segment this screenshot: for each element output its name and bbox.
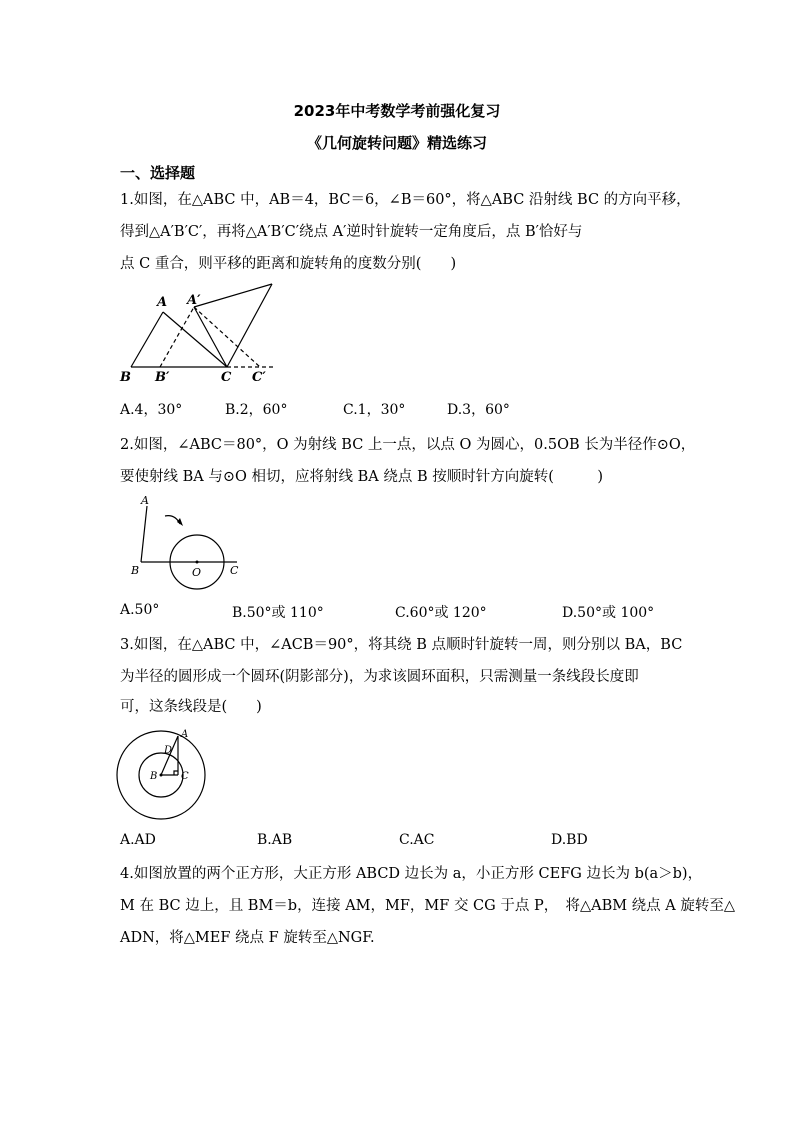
- q3-line-2: 为半径的圆形成一个圆环(阴影部分)，为求该圆环面积，只需测量一条线段长度即: [120, 669, 639, 685]
- q3-line-3: 可，这条线段是( ): [120, 699, 262, 715]
- q2-ray-ba: [141, 506, 147, 562]
- q3-option-c: C.AC: [399, 832, 435, 848]
- q1-label-c: C: [221, 370, 232, 385]
- q2-label-b: B: [131, 564, 140, 577]
- q1-label-b: B: [120, 370, 131, 385]
- q3-option-b: B.AB: [257, 832, 293, 848]
- q1-label-a: A: [157, 295, 168, 310]
- q3-label-b: B: [150, 771, 158, 782]
- q3-line-1: 3.如图，在△ABC 中，∠ACB＝90°，将其绕 B 点顺时针旋转一周，则分别以 BA，BC: [120, 637, 683, 653]
- q2-figure: [125, 494, 250, 594]
- q2-center-dot: [196, 561, 199, 564]
- q1-line-1: 1.如图，在△ABC 中，AB＝4，BC＝6，∠B＝60°，将△ABC 沿射线 BC 的方向平移，: [120, 192, 691, 208]
- q4-line-1: 4.如图放置的两个正方形，大正方形 ABCD 边长为 a，小正方形 CEFG 边长为 b(a＞b)，: [120, 866, 703, 882]
- q1-option-c: C.1，30°: [343, 402, 406, 418]
- q2-line-1: 2.如图，∠ABC＝80°，O 为射线 BC 上一点，以点 O 为圆心，0.5OB 长为半径作⊙O，: [120, 437, 696, 453]
- q1-segment-a1c: [194, 307, 227, 367]
- q1-segment-ab: [131, 312, 163, 367]
- q2-option-c: C.60°或 120°: [395, 605, 487, 621]
- q3-label-a: A: [181, 729, 189, 740]
- q1-segment-a1c1-dashed: [194, 307, 260, 367]
- section-heading: 一、选择题: [120, 164, 196, 182]
- q1-label-c-prime: C′: [252, 370, 266, 385]
- q3-figure: [115, 727, 215, 822]
- q2-line-2: 要使射线 BA 与⊙O 相切，应将射线 BA 绕点 B 按顺时针方向旋转( ): [120, 469, 604, 485]
- q2-arrowhead: [177, 518, 183, 526]
- q1-line-2: 得到△A′B′C′，再将△A′B′C′绕点 A′逆时针旋转一定角度后，点 B′恰好与: [120, 224, 583, 240]
- q3-label-d: D: [164, 745, 173, 756]
- document-title: 2023年中考数学考前强化复习: [293, 102, 501, 120]
- q2-label-o: O: [192, 566, 202, 579]
- q1-label-a-prime: A′: [187, 293, 201, 308]
- q1-line-3: 点 C 重合，则平移的距离和旋转角的度数分别( ): [120, 256, 457, 272]
- q2-label-a: A: [141, 494, 149, 507]
- q3-option-d: D.BD: [551, 832, 588, 848]
- q2-option-a: A.50°: [120, 602, 160, 618]
- q1-option-d: D.3，60°: [447, 402, 510, 418]
- q4-line-3: ADN，将△MEF 绕点 F 旋转至△NGF.: [120, 930, 375, 946]
- q1-segment-a1-top: [194, 284, 272, 307]
- q3-label-c: C: [181, 771, 189, 782]
- q2-rotation-arrow: [165, 516, 180, 524]
- q1-segment-top-c: [227, 284, 272, 367]
- q1-option-a: A.4，30°: [120, 402, 183, 418]
- q4-line-2: M 在 BC 边上，且 BM＝b，连接 AM，MF，MF 交 CG 于点 P， 将△ABM 绕点 A 旋转至△: [120, 898, 736, 914]
- document-subtitle: 《几何旋转问题》精选练习: [306, 134, 487, 152]
- q3-center-dot: [160, 774, 163, 777]
- q2-option-b: B.50°或 110°: [232, 605, 324, 621]
- q2-option-d: D.50°或 100°: [562, 605, 655, 621]
- q3-option-a: A.AD: [120, 832, 156, 848]
- q2-label-c: C: [230, 564, 239, 577]
- q1-option-b: B.2，60°: [225, 402, 288, 418]
- q1-segment-ac: [163, 312, 227, 367]
- q1-segment-a1b1-dashed: [160, 307, 194, 367]
- q1-label-b-prime: B′: [155, 370, 170, 385]
- q1-figure: [115, 282, 285, 388]
